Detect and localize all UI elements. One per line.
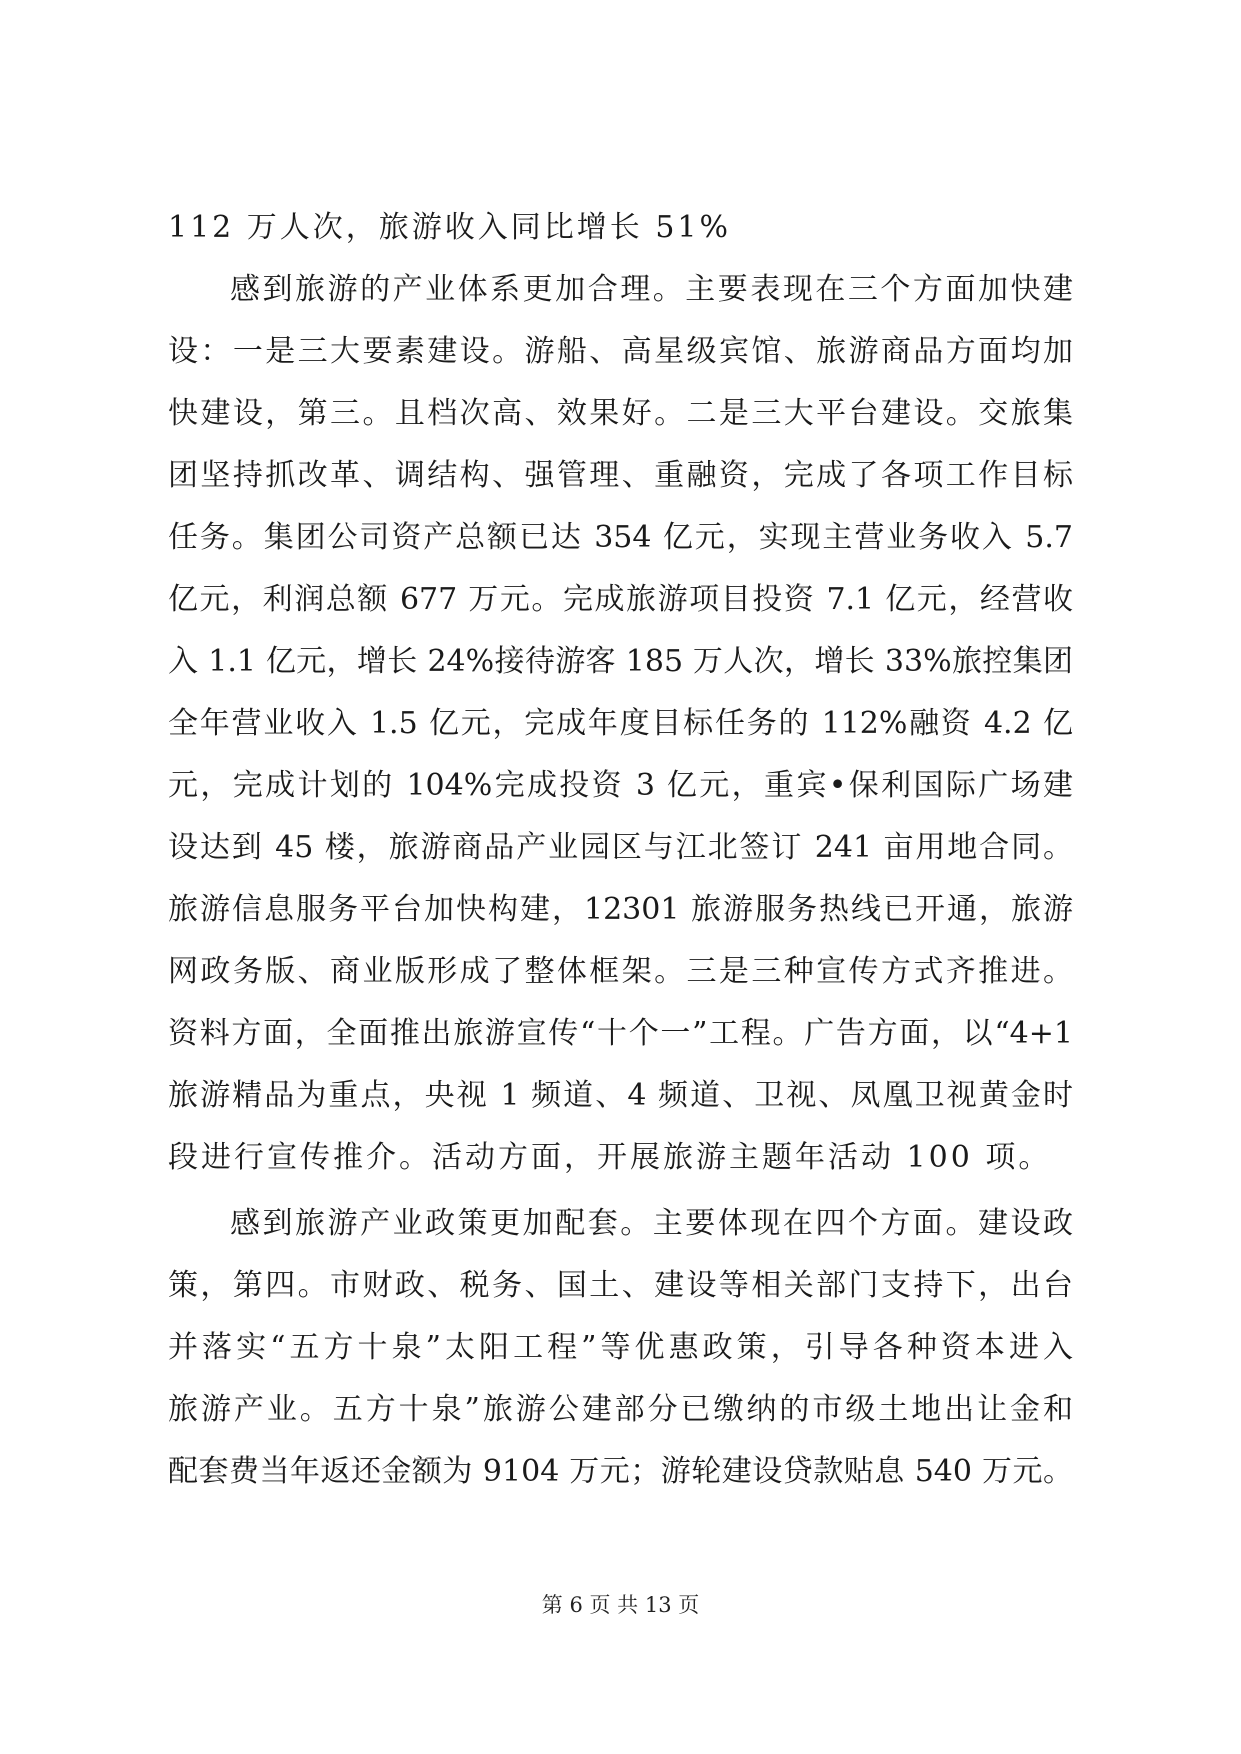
text-line: 团坚持抓改革、调结构、强管理、重融资，完成了各项工作目标 bbox=[168, 458, 1073, 493]
text-line: 任务。集团公司资产总额已达 354 亿元，实现主营业务收入 5.7 bbox=[168, 520, 1073, 555]
text-line: 快建设，第三。且档次高、效果好。二是三大平台建设。交旅集 bbox=[168, 396, 1073, 431]
text-line: 资料方面，全面推出旅游宣传“十个一”工程。广告方面，以“4+1 bbox=[168, 1016, 1073, 1051]
text-line: 元，完成计划的 104%完成投资 3 亿元，重宾•保利国际广场建 bbox=[168, 768, 1073, 803]
text-line: 112 万人次，旅游收入同比增长 51% bbox=[168, 210, 732, 245]
text-line: 入 1.1 亿元，增长 24%接待游客 185 万人次，增长 33%旅控集团 bbox=[168, 644, 1073, 679]
paragraph-first-line: 感到旅游产业政策更加配套。主要体现在四个方面。建设政 bbox=[230, 1206, 1073, 1241]
text-line: 旅游精品为重点，央视 1 频道、4 频道、卫视、凤凰卫视黄金时 bbox=[168, 1078, 1073, 1113]
paragraph-last-line: 段进行宣传推介。活动方面，开展旅游主题年活动 100 项。 bbox=[168, 1140, 1052, 1175]
paragraph-first-line: 感到旅游的产业体系更加合理。主要表现在三个方面加快建 bbox=[230, 272, 1073, 307]
text-line: 设达到 45 楼，旅游商品产业园区与江北签订 241 亩用地合同。 bbox=[168, 830, 1073, 865]
page-number-footer: 第 6 页 共 13 页 bbox=[541, 1593, 700, 1617]
text-line: 策，第四。市财政、税务、国土、建设等相关部门支持下，出台 bbox=[168, 1268, 1073, 1303]
text-line: 全年营业收入 1.5 亿元，完成年度目标任务的 112%融资 4.2 亿 bbox=[168, 706, 1073, 741]
text-line: 配套费当年返还金额为 9104 万元；游轮建设贷款贴息 540 万元。 bbox=[168, 1454, 1073, 1489]
text-line: 旅游产业。五方十泉”旅游公建部分已缴纳的市级土地出让金和 bbox=[168, 1392, 1073, 1427]
text-line: 网政务版、商业版形成了整体框架。三是三种宣传方式齐推进。 bbox=[168, 954, 1073, 989]
text-line: 旅游信息服务平台加快构建，12301 旅游服务热线已开通，旅游 bbox=[168, 892, 1073, 927]
text-line: 设：一是三大要素建设。游船、高星级宾馆、旅游商品方面均加 bbox=[168, 334, 1073, 369]
text-line: 并落实“五方十泉”太阳工程”等优惠政策，引导各种资本进入 bbox=[168, 1330, 1073, 1365]
text-line: 亿元，利润总额 677 万元。完成旅游项目投资 7.1 亿元，经营收 bbox=[168, 582, 1073, 617]
